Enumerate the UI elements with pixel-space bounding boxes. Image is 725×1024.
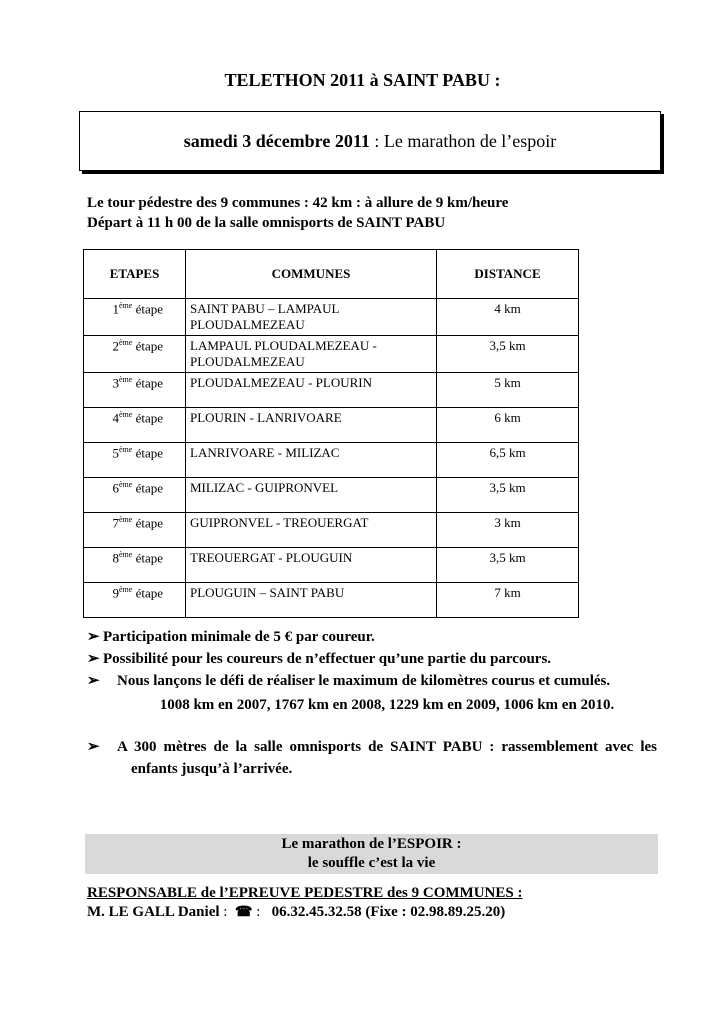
stage-distance: 3,5 km <box>437 478 579 513</box>
stage-communes: PLOUGUIN – SAINT PABU <box>186 583 437 618</box>
stage-ordinal: ème <box>119 480 133 489</box>
stages-table <box>83 249 579 618</box>
stage-label <box>84 513 186 548</box>
stage-suffix: étape <box>135 480 163 496</box>
slogan-line-1: Le marathon de l’ESPOIR : <box>281 836 462 852</box>
stage-communes: SAINT PABU – LAMPAUL PLOUDALMEZEAU <box>186 299 437 336</box>
event-subtitle: : Le marathon de l’espoir <box>369 130 557 151</box>
bullet-text: A 300 mètres de la salle omnisports de SAINT PABU : rassemblement avec les enfants jusqu’à l’arrivée. <box>117 739 657 777</box>
stage-communes: MILIZAC - GUIPRONVEL <box>186 478 437 513</box>
stage-suffix: étape <box>135 585 163 601</box>
contact-name: M. LE GALL Daniel <box>87 904 220 920</box>
stage-label <box>84 443 186 478</box>
stage-number: 9 <box>112 585 119 601</box>
bullet-list <box>87 626 657 780</box>
stage-label <box>84 373 186 408</box>
table-row <box>84 408 579 443</box>
bullet-text: Possibilité pour les coureurs de n’effectuer qu’une partie du parcours. <box>103 651 552 667</box>
table-row <box>84 513 579 548</box>
stage-ordinal: ème <box>119 445 133 454</box>
stage-communes: PLOUDALMEZEAU - PLOURIN <box>186 373 437 408</box>
contact-separator: : <box>252 904 261 920</box>
contact-block <box>87 884 522 922</box>
stage-ordinal: ème <box>119 338 133 347</box>
stage-label <box>84 548 186 583</box>
stage-distance: 3 km <box>437 513 579 548</box>
stage-suffix: étape <box>135 301 163 317</box>
stage-ordinal: ème <box>119 375 133 384</box>
intro-line-1: Le tour pédestre des 9 communes : 42 km : à allure de 9 km/heure <box>87 195 509 211</box>
bullet-item <box>87 626 657 648</box>
stage-ordinal: ème <box>119 550 133 559</box>
contact-phones: 06.32.45.32.58 (Fixe : 02.98.89.25.20) <box>271 904 506 920</box>
stage-suffix: étape <box>135 550 163 566</box>
table-row <box>84 299 579 336</box>
event-date: samedi 3 décembre 2011 <box>183 130 370 151</box>
slogan-line-2: le souffle c’est la vie <box>307 855 436 871</box>
intro-line-2: Départ à 11 h 00 de la salle omnisports de SAINT PABU <box>87 215 446 231</box>
table-row <box>84 583 579 618</box>
table-row <box>84 548 579 583</box>
stage-label <box>84 408 186 443</box>
date-box <box>79 111 661 171</box>
stage-number: 6 <box>112 480 119 496</box>
intro <box>87 193 508 233</box>
yearly-records: 1008 km en 2007, 1767 km en 2008, 1229 km en 2009, 1006 km en 2010. <box>159 697 615 713</box>
header-etapes: ETAPES <box>84 250 186 299</box>
stage-communes: LANRIVOARE - MILIZAC <box>186 443 437 478</box>
stage-communes: GUIPRONVEL - TREOUERGAT <box>186 513 437 548</box>
stage-number: 2 <box>112 338 119 354</box>
table-row <box>84 336 579 373</box>
stage-ordinal: ème <box>119 515 133 524</box>
arrow-bullet-icon: ➢ <box>87 673 100 689</box>
table-header-row <box>84 250 579 299</box>
stage-label <box>84 478 186 513</box>
stage-label <box>84 299 186 336</box>
stage-distance: 5 km <box>437 373 579 408</box>
stage-suffix: étape <box>135 445 163 461</box>
stage-number: 4 <box>112 410 119 426</box>
stage-number: 1 <box>112 301 119 317</box>
stage-ordinal: ème <box>119 301 133 310</box>
stage-distance: 7 km <box>437 583 579 618</box>
stage-number: 7 <box>112 515 119 531</box>
stage-distance: 6 km <box>437 408 579 443</box>
stage-distance: 6,5 km <box>437 443 579 478</box>
stage-suffix: étape <box>135 338 163 354</box>
contact-heading: RESPONSABLE de l’EPREUVE PEDESTRE des 9 COMMUNES : <box>87 885 523 901</box>
stage-communes: LAMPAUL PLOUDALMEZEAU - PLOUDALMEZEAU <box>186 336 437 373</box>
bullet-item <box>87 648 657 670</box>
stage-suffix: étape <box>135 375 163 391</box>
contact-line <box>87 903 522 922</box>
stage-number: 8 <box>112 550 119 566</box>
stages-body <box>84 299 579 618</box>
bullet-item <box>87 736 657 780</box>
stage-ordinal: ème <box>119 585 133 594</box>
bullet-item <box>87 670 657 692</box>
telephone-icon: ☎ <box>234 905 253 920</box>
stage-distance: 3,5 km <box>437 548 579 583</box>
stage-ordinal: ème <box>119 410 133 419</box>
stage-distance: 3,5 km <box>437 336 579 373</box>
bullet-text: Participation minimale de 5 € par coureur. <box>103 629 375 645</box>
table-row <box>84 443 579 478</box>
stage-label <box>84 336 186 373</box>
stage-suffix: étape <box>135 515 163 531</box>
bullet-text: Nous lançons le défi de réaliser le maximum de kilomètres courus et cumulés. <box>117 673 611 689</box>
stage-communes: TREOUERGAT - PLOUGUIN <box>186 548 437 583</box>
arrow-bullet-icon: ➢ <box>87 651 100 667</box>
table-row <box>84 478 579 513</box>
stage-label <box>84 583 186 618</box>
slogan-banner <box>85 834 658 874</box>
stage-distance: 4 km <box>437 299 579 336</box>
stage-number: 5 <box>112 445 119 461</box>
header-communes: COMMUNES <box>186 250 437 299</box>
stage-number: 3 <box>112 375 119 391</box>
arrow-bullet-icon: ➢ <box>87 739 100 755</box>
contact-separator: : <box>219 904 228 920</box>
arrow-bullet-icon: ➢ <box>87 629 100 645</box>
page-title: TELETHON 2011 à SAINT PABU : <box>224 70 501 90</box>
stage-suffix: étape <box>135 410 163 426</box>
header-distance: DISTANCE <box>437 250 579 299</box>
stage-communes: PLOURIN - LANRIVOARE <box>186 408 437 443</box>
table-row <box>84 373 579 408</box>
